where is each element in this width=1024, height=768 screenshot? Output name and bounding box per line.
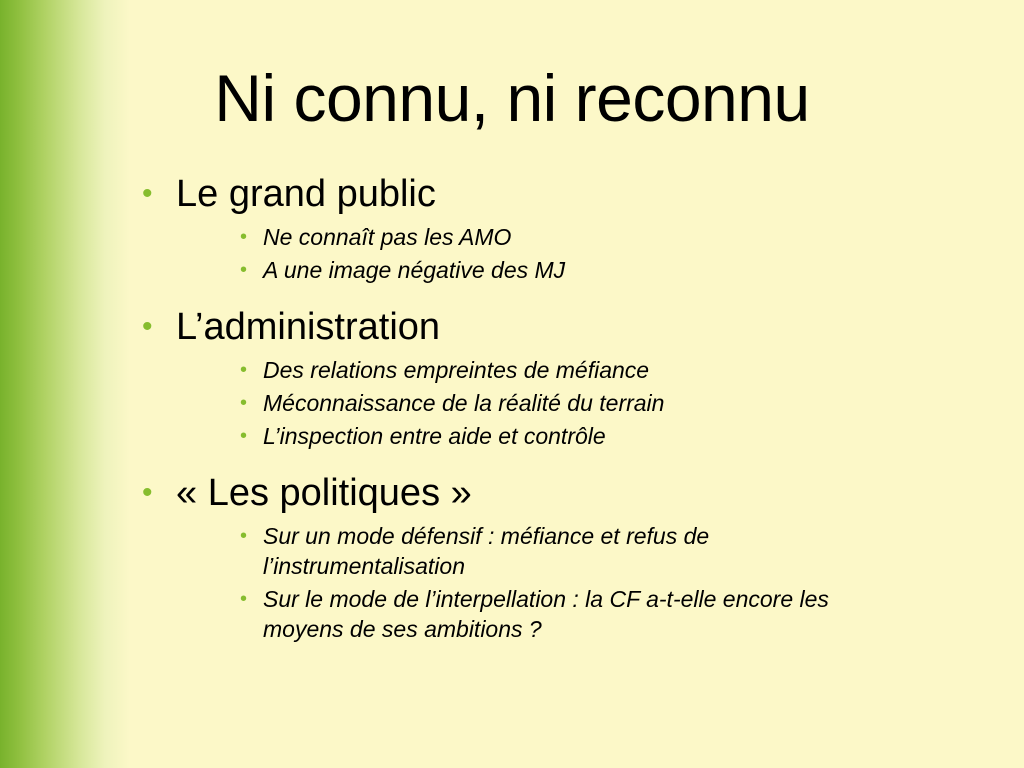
slide-title: Ni connu, ni reconnu [214, 61, 810, 135]
bullet-level1-grand-public [140, 170, 920, 218]
bullet-level1-administration [140, 303, 920, 351]
bullet-level1-politiques [140, 469, 920, 517]
bullet-icon: • [142, 476, 153, 509]
bullet-text: A une image négative des MJ [263, 257, 566, 283]
bullet-level2 [240, 355, 920, 385]
bullet-level2 [240, 521, 883, 581]
bullet-level2 [240, 421, 920, 451]
bullet-icon: • [142, 310, 153, 343]
bullet-icon: • [142, 177, 153, 210]
bullet-text: Sur un mode défensif : méfiance et refus de l’instrumentalisation [263, 523, 710, 579]
bullet-level2 [240, 222, 920, 252]
bullet-level2 [240, 255, 920, 285]
bullet-level2 [240, 584, 903, 644]
bullet-icon: • [240, 259, 248, 281]
bullet-text: L’administration [176, 306, 441, 348]
bullet-text: Des relations empreintes de méfiance [263, 357, 650, 383]
bullet-text: Sur le mode de l’interpellation : la CF a-t-elle encore les moyens de ses ambitions ? [263, 586, 829, 642]
bullet-icon: • [240, 226, 248, 248]
bullet-icon: • [240, 425, 248, 447]
bullet-level2 [240, 388, 920, 418]
bullet-text: Le grand public [176, 173, 436, 215]
bullet-text: « Les politiques » [176, 472, 472, 514]
bullet-text: Ne connaît pas les AMO [263, 224, 512, 250]
bullet-icon: • [240, 392, 248, 414]
bullet-text: Méconnaissance de la réalité du terrain [263, 390, 665, 416]
bullet-icon: • [240, 588, 248, 610]
bullet-icon: • [240, 525, 248, 547]
bullet-text: L’inspection entre aide et contrôle [263, 423, 606, 449]
bullet-icon: • [240, 359, 248, 381]
slide-body [140, 170, 920, 644]
